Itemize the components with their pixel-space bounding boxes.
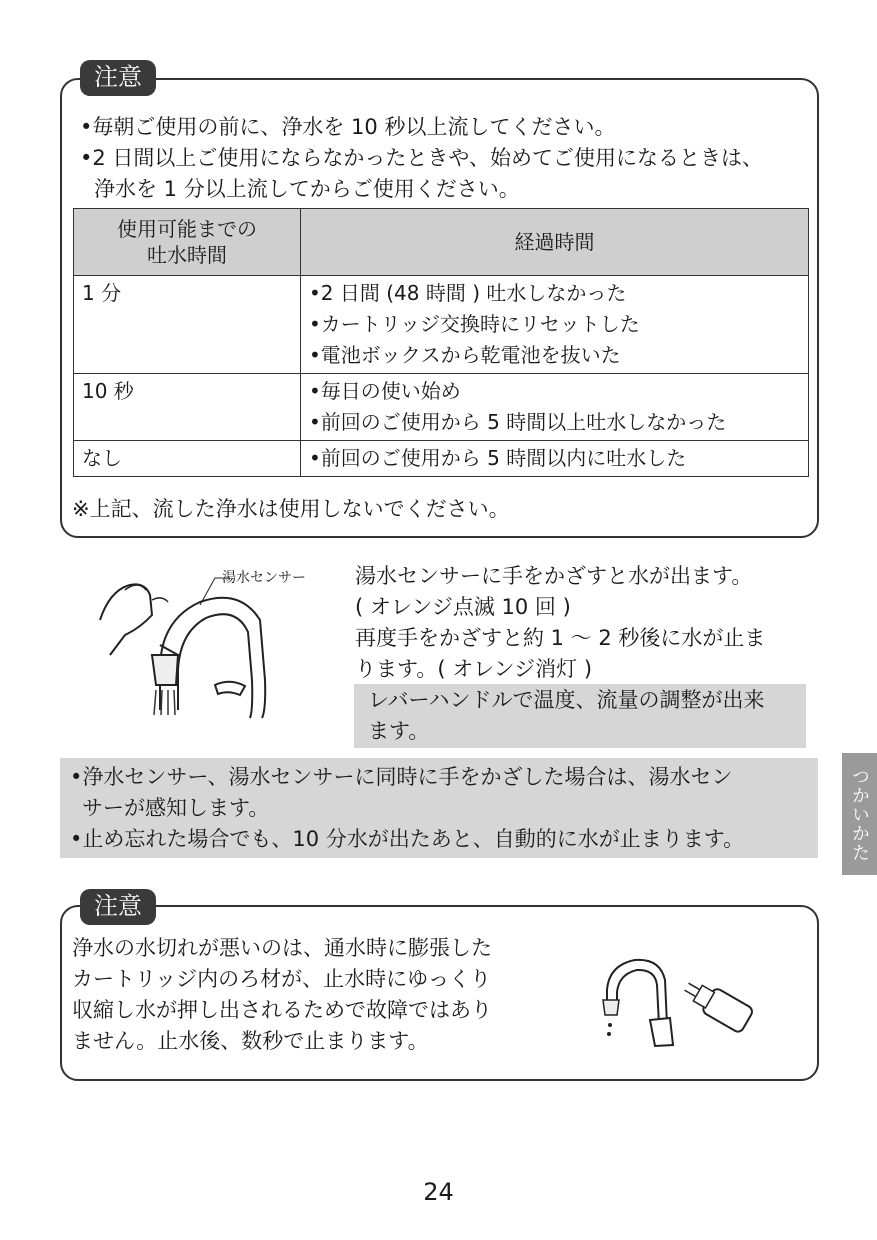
sensor-line-1: 湯水センサーに手をかざすと水が出ます。 [355,564,753,588]
header-elapsed-time: 経過時間 [301,209,809,276]
cell-time: 10 秒 [74,374,301,441]
caution1-bullet-2: •2 日間以上ご使用にならなかったときや、始めてご使用になるときは、 [80,146,763,170]
caution-tag-2: 注意 [80,889,156,925]
cell-time: 1 分 [74,276,301,374]
lever-note-line-1: レバーハンドルで温度、流量の調整が出来 [368,688,765,712]
sensor-line-3: 再度手をかざすと約 1 〜 2 秒後に水が止ま [355,626,766,650]
condition-item: •カートリッジ交換時にリセットした [309,312,640,336]
condition-item: •毎日の使い始め [309,379,461,403]
lever-note-line-2: ます。 [368,719,430,743]
caution1-bullet-1: •毎朝ご使用の前に、浄水を 10 秒以上流してください。 [80,115,616,139]
info-line-2: サーが感知します。 [82,796,270,820]
sensor-line-4: ります。( オレンジ消灯 ) [355,657,593,681]
info-line-3: •止め忘れた場合でも、10 分水が出たあと、自動的に水が止まります。 [70,827,745,851]
sensor-callout-label: 湯水センサー [222,570,306,586]
table-header-row [74,209,809,276]
caution2-line-2: カートリッジ内のろ材が、止水時にゆっくり [72,967,491,991]
faucet-cartridge-illustration [595,950,765,1050]
caution1-bullet-2-cont: 浄水を 1 分以上流してからご使用ください。 [94,177,520,201]
table-row [74,374,809,441]
page-number: 24 [423,1178,454,1206]
condition-item: •前回のご使用から 5 時間以上吐水しなかった [309,410,727,434]
section-side-tab: つかいかた [842,753,877,875]
header-flush-time [74,209,301,276]
caution-tag-1: 注意 [80,60,156,96]
condition-item: •前回のご使用から 5 時間以内に吐水した [309,446,687,470]
cell-conditions [301,276,809,374]
header-flush-time-line2: 吐水時間 [147,243,227,267]
caution2-line-1: 浄水の水切れが悪いのは、通水時に膨張した [72,936,492,960]
table-row [74,441,809,477]
cell-conditions [301,374,809,441]
caution2-line-3: 収縮し水が押し出されるためで故障ではあり [72,998,492,1022]
caution1-footnote: ※上記、流した浄水は使用しないでください。 [72,497,510,521]
sensor-line-2: ( オレンジ点滅 10 回 ) [355,595,571,619]
caution2-line-4: ません。止水後、数秒で止まります。 [72,1029,429,1053]
cell-time: なし [74,441,301,477]
flush-time-table [73,208,809,477]
condition-item: •電池ボックスから乾電池を抜いた [309,343,621,367]
header-flush-time-line1: 使用可能までの [117,217,257,241]
condition-item: •2 日間 (48 時間 ) 吐水しなかった [309,281,627,305]
table-row [74,276,809,374]
cell-conditions [301,441,809,477]
info-line-1: •浄水センサー、湯水センサーに同時に手をかざした場合は、湯水セン [70,765,733,789]
